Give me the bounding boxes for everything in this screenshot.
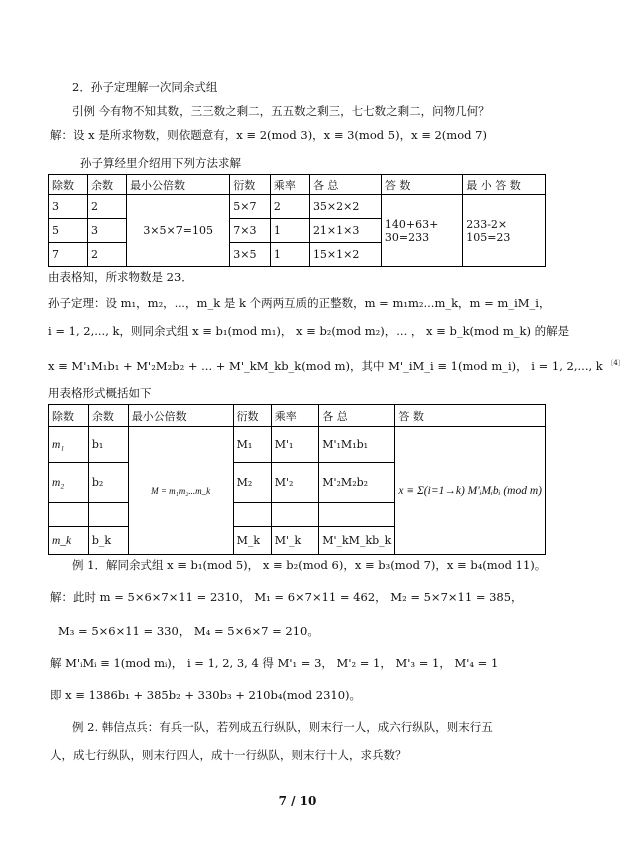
cell-mult: M'_k [271, 527, 319, 555]
cell-mult: 1 [270, 243, 309, 267]
example-2-line-2: 人，成七行纵队，则末行四人，成十一行纵队，则末行十人，求兵数？ [50, 748, 407, 762]
cell-remainder [88, 503, 128, 527]
cell-total: M'₁M₁b₁ [319, 427, 395, 463]
cell-remainder: b_k [88, 527, 128, 555]
cell-divisor [49, 503, 89, 527]
cell-answer: 140+63+ 30=233 [381, 195, 462, 267]
col-header: 余数 [88, 175, 127, 195]
cell-remainder: 2 [88, 243, 127, 267]
cell-min-answer: 233-2× 105=23 [463, 195, 546, 267]
example-1-step-1: 解：此时 m = 5×6×7×11 = 2310， M₁ = 6×7×11 = 462， M₂ = 5×7×11 = 385， [50, 590, 523, 604]
cell-divisor: m₁ [49, 427, 89, 463]
intro-example: 引例 今有物不知其数，三三数之剩二，五五数之剩三，七七数之剩二，问物几何？ [72, 104, 490, 118]
col-header: 余数 [88, 405, 128, 427]
cell-lcm: 3×5×7=105 [127, 195, 230, 267]
cell-total: 35×2×2 [309, 195, 381, 219]
cell-remainder: 2 [88, 195, 127, 219]
solution-line: 解：设 x 是所求物数，则依题意有，x ≡ 2(mod 3)，x ≡ 3(mod 5)，x ≡ 2(mod 7) [50, 128, 487, 142]
cell-yan: M_k [233, 527, 271, 555]
example-1-result: 即 x ≡ 1386b₁ + 385b₂ + 330b₃ + 210b₄(mod 2310)。 [50, 688, 362, 702]
col-header: 最 小 答 数 [463, 175, 546, 195]
table-header-row [49, 405, 546, 427]
cell-answer: x ≡ Σ(i=1→k) M'ᵢMᵢbᵢ (mod m) [395, 427, 546, 555]
general-table [48, 404, 546, 555]
page-number: 7 / 10 [278, 794, 317, 808]
method-intro: 孙子算经里介绍用下列方法求解 [80, 156, 241, 170]
theorem-line-2: i = 1, 2,..., k，则同余式组 x ≡ b₁(mod m₁)， x ≡ b₂(mod m₂)，... ， x ≡ b_k(mod m_k) 的解是 [48, 324, 570, 338]
theorem-line-1: 孙子定理：设 m₁，m₂，⋯，m_k 是 k 个两两互质的正整数，m = m₁m₂...m_k，m = m_iM_i， [48, 296, 551, 310]
cell-yan: 5×7 [230, 195, 271, 219]
conclusion: 由表格知，所求物数是 23． [48, 270, 193, 284]
cell-yan: 7×3 [230, 219, 271, 243]
col-header: 最小公倍数 [127, 175, 230, 195]
col-header: 各 总 [309, 175, 381, 195]
col-header: 乘率 [270, 175, 309, 195]
cell-remainder: b₂ [88, 463, 128, 503]
theorem-formula: x ≡ M'₁M₁b₁ + M'₂M₂b₂ + ... + M'_kM_kb_k(mod m)，其中 M'_iM_i ≡ 1(mod m_i)， i = 1, 2,..., k [48, 358, 603, 373]
cell-mult: 2 [270, 195, 309, 219]
cell-lcm: M = m₁m₂...m_k [128, 427, 233, 555]
cell-divisor: m_k [49, 527, 89, 555]
col-header: 各 总 [319, 405, 395, 427]
cell-mult: 1 [270, 219, 309, 243]
col-header: 衍数 [233, 405, 271, 427]
cell-yan [233, 503, 271, 527]
cell-total: M'_kM_kb_k [319, 527, 395, 555]
col-header: 答 数 [381, 175, 462, 195]
cell-remainder: 3 [88, 219, 127, 243]
col-header: 除数 [49, 175, 88, 195]
cell-divisor: 5 [49, 219, 88, 243]
cell-total [319, 503, 395, 527]
cell-mult [271, 503, 319, 527]
cell-divisor: 3 [49, 195, 88, 219]
citation: 〔4〕 [606, 359, 625, 367]
section-title: 2．孙子定理解一次同余式组 [72, 80, 218, 94]
example-1-step-3: 解 M'ᵢMᵢ ≡ 1(mod mᵢ)， i = 1, 2, 3, 4 得 M'₁ = 3， M'₂ = 1， M'₃ = 1， M'₄ = 1 [50, 656, 499, 670]
cell-divisor: m₂ [49, 463, 89, 503]
sunzi-table [48, 174, 546, 267]
example-1-step-2: M₃ = 5×6×11 = 330， M₄ = 5×6×7 = 210。 [58, 624, 319, 638]
cell-mult: M'₁ [271, 427, 319, 463]
example-1: 例 1．解同余式组 x ≡ b₁(mod 5)， x ≡ b₂(mod 6)，x ≡ b₃(mod 7)，x ≡ b₄(mod 11)。 [72, 558, 547, 572]
cell-yan: M₂ [233, 463, 271, 503]
col-header: 最小公倍数 [128, 405, 233, 427]
cell-total: 21×1×3 [309, 219, 381, 243]
col-header: 衍数 [230, 175, 271, 195]
table-header-row [49, 175, 546, 195]
cell-yan: 3×5 [230, 243, 271, 267]
table-row [49, 427, 546, 463]
example-2-line-1: 例 2. 韩信点兵：有兵一队，若列成五行纵队，则末行一人，成六行纵队，则末行五 [72, 720, 493, 734]
cell-total: 15×1×2 [309, 243, 381, 267]
cell-remainder: b₁ [88, 427, 128, 463]
cell-divisor: 7 [49, 243, 88, 267]
cell-yan: M₁ [233, 427, 271, 463]
col-header: 答 数 [395, 405, 546, 427]
table-row [49, 195, 546, 219]
cell-mult: M'₂ [271, 463, 319, 503]
cell-total: M'₂M₂b₂ [319, 463, 395, 503]
col-header: 除数 [49, 405, 89, 427]
theorem-line-3 [48, 356, 625, 373]
table2-intro: 用表格形式概括如下 [48, 386, 152, 400]
col-header: 乘率 [271, 405, 319, 427]
